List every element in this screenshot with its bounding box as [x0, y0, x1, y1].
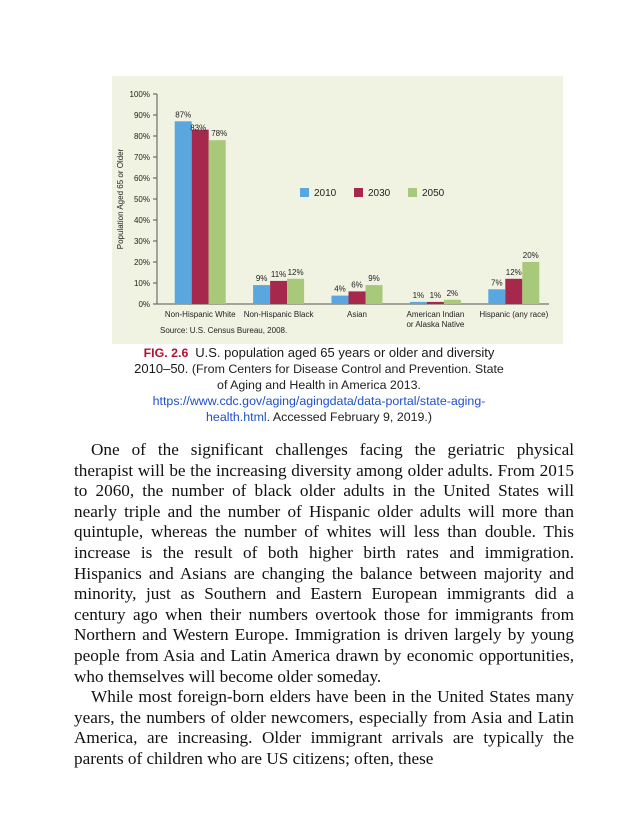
y-tick-label: 80% [133, 132, 150, 141]
bar [427, 302, 444, 304]
legend-label: 2050 [422, 188, 445, 199]
bar [505, 279, 522, 304]
source-link-end[interactable]: health.html [206, 410, 267, 424]
x-tick-label: American Indian [406, 310, 465, 319]
y-tick-label: 40% [133, 216, 150, 225]
bar [366, 285, 383, 304]
figure-caption [0, 345, 638, 425]
bar [410, 302, 427, 304]
bar-value-label: 12% [287, 267, 304, 277]
bar [332, 296, 349, 304]
y-tick-label: 90% [133, 111, 150, 120]
bar-value-label: 7% [491, 278, 503, 288]
legend-swatch [300, 188, 309, 197]
bar-value-label: 9% [255, 274, 268, 284]
bar [192, 130, 209, 304]
bar-value-label: 78% [211, 129, 228, 139]
bar-value-label: 11% [270, 269, 287, 279]
y-axis-label: Population Aged 65 or Older [116, 148, 125, 250]
bar [488, 289, 505, 304]
bar [287, 279, 304, 304]
source-note: Source: U.S. Census Bureau, 2008. [160, 326, 288, 335]
legend-label: 2030 [368, 188, 391, 199]
bar [209, 140, 226, 304]
paragraph: While most foreign-born elders have been in the United States many years, the numbers of older newcomers, especially from Asia and Latin America, are increasing. Older immigrant arrivals are typically the parents of children who are US citizens; often, these [74, 687, 574, 768]
bar [444, 300, 461, 304]
x-tick-label: Non-Hispanic Black [243, 310, 314, 319]
bar [270, 281, 287, 304]
bar-value-label: 6% [351, 280, 363, 290]
bar-value-label: 1% [429, 290, 442, 300]
y-tick-label: 30% [133, 237, 150, 246]
y-tick-label: 100% [129, 90, 150, 99]
bar-value-label: 9% [368, 274, 380, 284]
bar [175, 121, 192, 304]
bar-value-label: 87% [175, 110, 192, 120]
y-tick-label: 10% [133, 279, 150, 288]
y-tick-label: 60% [133, 174, 150, 183]
figure-citation-line: of Aging and Health in America 2013. [217, 378, 421, 392]
bar-value-label: 83% [190, 123, 207, 133]
legend-swatch [408, 188, 417, 197]
y-tick-label: 20% [133, 258, 150, 267]
x-tick-label: or Alaska Native [406, 320, 465, 329]
paragraph: One of the significant challenges facing the geriatric physical therapist will be the increasing diversity among older adults. From 2015 to 2060, the number of black older adults in the United States will nearly triple and the number of Hispanic older adults will more than quintuple, whereas the number of whites will less than double. This increase is the result of both higher birth rates and immigration. Hispanics and Asians are changing the balance between majority and minority, just as Southern and Eastern European immigrants did a century ago when their numbers overtook those for immigrants from Northern and Western Europe. Immigration is driven largely by young people from Asia and Latin America drawn by economic opportunities, who themselves will become older someday. [74, 440, 574, 686]
bar-value-label: 12% [505, 267, 522, 277]
legend-swatch [354, 188, 363, 197]
accessed-date: . Accessed February 9, 2019.) [266, 410, 432, 424]
figure-citation: (From Centers for Disease Control and Prevention. State [191, 362, 504, 376]
source-link[interactable]: https://www.cdc.gov/aging/agingdata/data-portal/state-aging- [152, 394, 486, 408]
bar-value-label: 1% [412, 290, 425, 300]
y-tick-label: 0% [138, 300, 150, 309]
figure-title: U.S. population aged 65 years or older and diversity [195, 345, 495, 360]
bar-value-label: 2% [446, 288, 459, 298]
bar [349, 291, 366, 304]
figure-title-continued: 2010–50. [134, 361, 189, 376]
legend-label: 2010 [314, 188, 337, 199]
body-text [74, 440, 574, 770]
x-tick-label: Hispanic (any race) [479, 310, 549, 319]
bar-value-label: 4% [334, 284, 346, 294]
x-tick-label: Non-Hispanic White [164, 310, 236, 319]
y-tick-label: 70% [133, 153, 150, 162]
y-tick-label: 50% [133, 195, 150, 204]
figure-label: FIG. 2.6 [143, 346, 189, 360]
bar [253, 285, 270, 304]
bar-value-label: 20% [522, 251, 539, 260]
bar [522, 262, 539, 304]
bar-chart [112, 76, 563, 344]
x-tick-label: Asian [346, 310, 368, 319]
figure-panel [112, 76, 563, 344]
